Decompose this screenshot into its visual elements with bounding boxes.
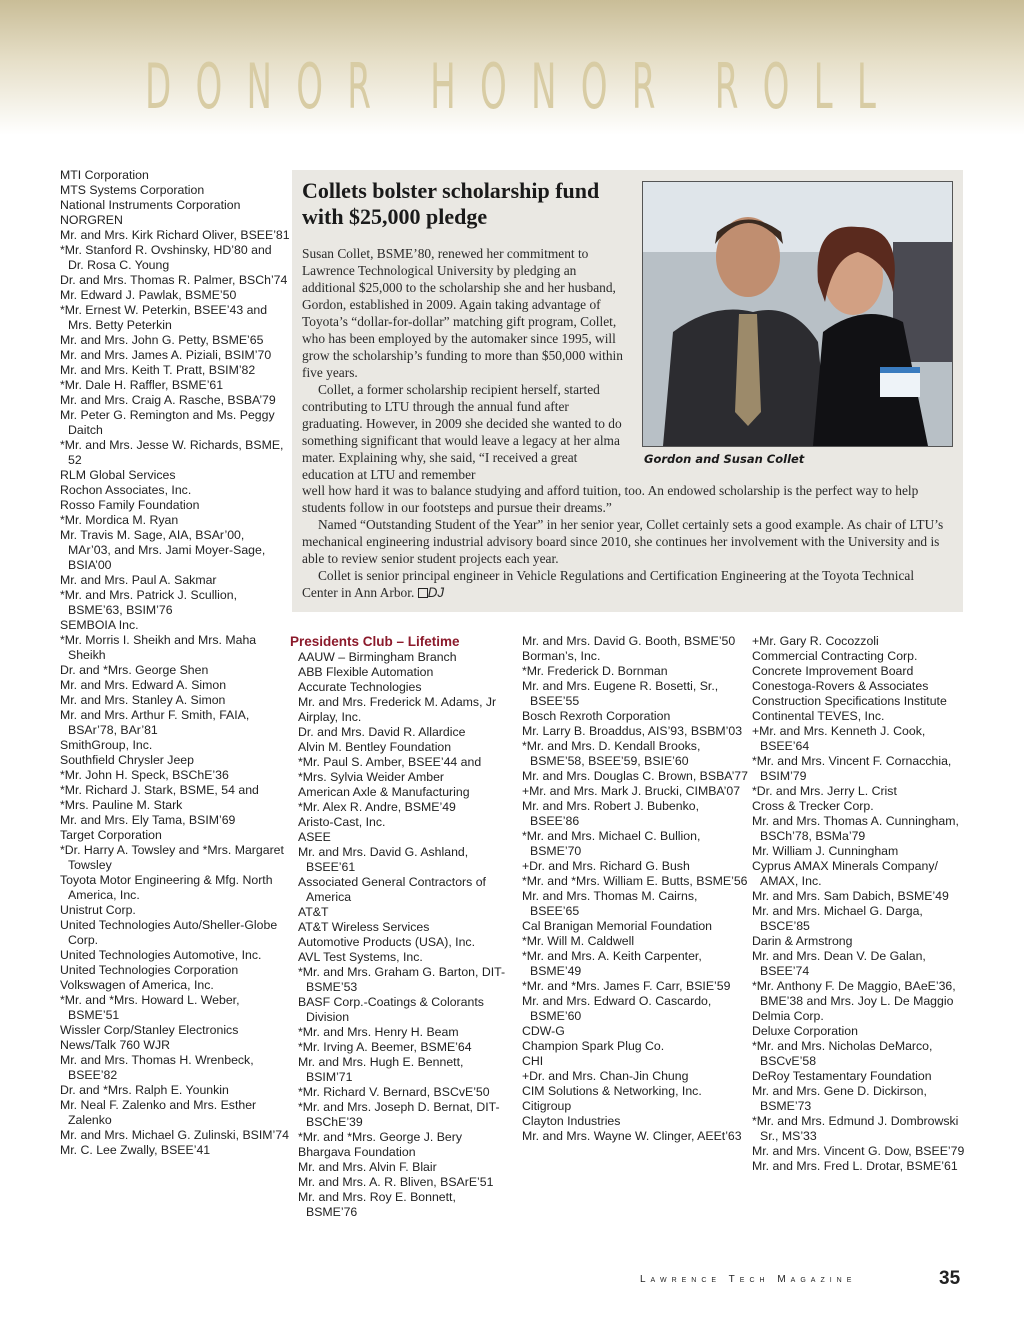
donor-entry: Target Corporation: [60, 828, 162, 842]
donor-entry: *Mr. Paul S. Amber, BSEE’44 and: [298, 755, 482, 769]
donor-entry: MTS Systems Corporation: [60, 183, 205, 197]
donor-entry: AAUW – Birmingham Branch: [298, 650, 457, 664]
donor-entry: Citigroup: [522, 1099, 572, 1113]
donor-entry: Mr. and Mrs. Arthur F. Smith, FAIA, BSAr’78, BAr’81: [60, 708, 250, 737]
donor-entry: *Dr. and Mrs. Jerry L. Crist: [752, 784, 897, 798]
feature-paragraph: Named “Outstanding Student of the Year” in her senior year, Collet certainly sets a good example. As chair of LTU’s mechanical engineering industrial advisory board since 2010, she continues her involvement with the University and is able to review senior student projects each year.: [302, 517, 944, 566]
donor-entry: Mr. and Mrs. Frederick M. Adams, Jr: [298, 695, 497, 709]
page-number: 35: [939, 1268, 961, 1289]
photo-caption: Gordon and Susan Collet: [644, 452, 805, 466]
donor-entry: +Mr. and Mrs. Mark J. Brucki, CIMBA’07: [522, 784, 741, 798]
feature-paragraph: well how hard it was to balance studying and afford tuition, too. An endowed scholarship is the perfect way to help students follow in our footsteps and pursue their dreams.”: [302, 483, 919, 515]
donor-entry: Southfield Chrysler Jeep: [60, 753, 194, 767]
donor-entry: ABB Flexible Automation: [298, 665, 434, 679]
donor-entry: Borman’s, Inc.: [522, 649, 601, 663]
donor-entry: CHI: [522, 1054, 544, 1068]
donor-entry: AT&T Wireless Services: [298, 920, 430, 934]
donor-column-4: [752, 634, 972, 1174]
donor-entry: *Mr. and Mrs. Vincent F. Cornacchia, BSIM’79: [752, 754, 952, 783]
donor-entry: United Technologies Auto/Sheller-Globe Corp.: [60, 918, 278, 947]
feature-body-wide: [302, 482, 953, 601]
donor-entry: Mr. Edward J. Pawlak, BSME’50: [60, 288, 237, 302]
feature-paragraph: Susan Collet, BSME’80, renewed her commitment to Lawrence Technological University by pledging an additional $25,000 to the scholarship she and her husband, Gordon, established in 2009. Again taking advantage of Toyota’s “dollar-for-dollar” matching gift program, Collet, who has been employed by the automaker since 1995, will grow the scholarship’s funding to more than $50,000 within five years.: [302, 246, 623, 380]
donor-entry: Mr. and Mrs. Michael G. Darga, BSCE’85: [752, 904, 923, 933]
donor-entry: Cyprus AMAX Minerals Company/ AMAX, Inc.: [752, 859, 938, 888]
feature-paragraph: Collet, a former scholarship recipient herself, started contributing to LTU through the annual fund after graduating. However, in 2009 she decided she wanted to do something significant that would leave a legacy at her alma mater. Explaining why, she said, “I received a great education at LTU and remember: [302, 382, 622, 482]
donor-entry: +Mr. and Mrs. Kenneth J. Cook, BSEE’64: [752, 724, 926, 753]
donor-entry: Mr. C. Lee Zwally, BSEE’41: [60, 1143, 211, 1157]
donor-entry: *Mr. and Mrs. Joseph D. Bernat, DIT-BSChE’39: [298, 1100, 500, 1129]
donor-entry: *Mr. and Mrs. Edmund J. Dombrowski Sr., MS’33: [752, 1114, 959, 1143]
donor-entry: MTI Corporation: [60, 168, 149, 182]
donor-entry: Mr. and Mrs. Ely Tama, BSIM’69: [60, 813, 236, 827]
donor-entry: Mr. and Mrs. Hugh E. Bennett, BSIM’71: [298, 1055, 464, 1084]
donor-entry: Mr. and Mrs. Wayne W. Clinger, AEEt’63: [522, 1129, 742, 1143]
donor-entry: *Mr. Stanford R. Ovshinsky, HD’80 and Dr. Rosa C. Young: [60, 243, 272, 272]
donor-entry: BASF Corp.-Coatings & Colorants Division: [298, 995, 484, 1024]
donor-entry: Mr. and Mrs. Thomas M. Cairns, BSEE’65: [522, 889, 698, 918]
donor-entry: *Mr. and Mrs. Graham G. Barton, DIT-BSME’53: [298, 965, 506, 994]
feature-paragraph-text: Collet is senior principal engineer in Vehicle Regulations and Certification Engineering at the Toyota Technical Center in Ann Arbor.: [302, 568, 915, 600]
donor-entry: Mr. and Mrs. Stanley A. Simon: [60, 693, 226, 707]
donor-entry: *Mr. and *Mrs. Howard L. Weber, BSME’51: [60, 993, 240, 1022]
donor-entry: *Dr. Harry A. Towsley and *Mrs. Margaret Towsley: [60, 843, 284, 872]
donor-entry: Mr. and Mrs. Kirk Richard Oliver, BSEE’81: [60, 228, 290, 242]
donor-entry: Toyota Motor Engineering & Mfg. North America, Inc.: [60, 873, 273, 902]
donor-entry: *Mr. Anthony F. De Maggio, BAeE’36, BME’38 and Mrs. Joy L. De Maggio: [752, 979, 956, 1008]
donor-entry: Mr. and Mrs. Keith T. Pratt, BSIM’82: [60, 363, 256, 377]
donor-entry: Dr. and *Mrs. Ralph E. Younkin: [60, 1083, 229, 1097]
author-initials: DJ: [427, 585, 445, 600]
donor-entry: +Dr. and Mrs. Chan-Jin Chung: [522, 1069, 689, 1083]
donor-entry: United Technologies Automotive, Inc.: [60, 948, 262, 962]
donor-entry: Mr. and Mrs. Gene D. Dickirson, BSME’73: [752, 1084, 927, 1113]
donor-entry: *Mr. John H. Speck, BSChE’36: [60, 768, 229, 782]
donor-entry: AT&T: [298, 905, 329, 919]
donor-entry: Automotive Products (USA), Inc.: [298, 935, 476, 949]
donor-entry: Mr. Larry B. Broaddus, AIS’93, BSBM’03: [522, 724, 743, 738]
donor-entry: *Mr. Dale H. Raffler, BSME’61: [60, 378, 224, 392]
donor-entry: *Mr. and Mrs. D. Kendall Brooks, BSME’58, BSEE’59, BSIE’60: [522, 739, 701, 768]
donor-entry: Mr. and Mrs. Craig A. Rasche, BSBA’79: [60, 393, 276, 407]
donor-entry: *Mr. Richard V. Bernard, BSCvE’50: [298, 1085, 490, 1099]
donor-entry: +Mr. Gary R. Cocozzoli: [752, 634, 879, 648]
donor-entry: *Mr. and Mrs. Michael C. Bullion, BSME’70: [522, 829, 701, 858]
donor-entry: *Mrs. Pauline M. Stark: [60, 798, 183, 812]
donor-entry: Darin & Armstrong: [752, 934, 853, 948]
donor-entry: Deluxe Corporation: [752, 1024, 858, 1038]
donor-entry: Delmia Corp.: [752, 1009, 824, 1023]
donor-entry: DeRoy Testamentary Foundation: [752, 1069, 932, 1083]
donor-entry: Aristo-Cast, Inc.: [298, 815, 386, 829]
couple-photo-illustration: [643, 182, 952, 446]
feature-headline: Collets bolster scholarship fund with $25,000 pledge: [302, 178, 600, 229]
donor-column-3: [522, 634, 750, 1144]
donor-entry: Mr. and Mrs. Eugene R. Bosetti, Sr., BSEE’55: [522, 679, 719, 708]
donor-entry: Cross & Trecker Corp.: [752, 799, 874, 813]
page-footer: [640, 1270, 970, 1290]
donor-entry: Mr. and Mrs. Sam Dabich, BSME’49: [752, 889, 949, 903]
donor-entry: Champion Spark Plug Co.: [522, 1039, 665, 1053]
donor-entry: Alvin M. Bentley Foundation: [298, 740, 452, 754]
donor-entry: Mr. and Mrs. Thomas A. Cunningham, BSCh’78, BSMa’79: [752, 814, 959, 843]
feature-paragraph: [302, 567, 953, 601]
donor-entry: Mr. and Mrs. Dean V. De Galan, BSEE’74: [752, 949, 926, 978]
donor-entry: Conestoga-Rovers & Associates: [752, 679, 929, 693]
donor-entry: Associated General Contractors of America: [298, 875, 486, 904]
donor-entry: *Mr. Frederick D. Bornman: [522, 664, 668, 678]
donor-entry: National Instruments Corporation: [60, 198, 241, 212]
donor-entry: Mr. and Mrs. Michael G. Zulinski, BSIM’74: [60, 1128, 289, 1142]
donor-entry: Mr. and Mrs. Edward A. Simon: [60, 678, 227, 692]
donor-entry: Mr. and Mrs. Douglas C. Brown, BSBA’77: [522, 769, 748, 783]
donor-entry: Bhargava Foundation: [298, 1145, 416, 1159]
page-title: DONOR HONOR ROLL: [145, 50, 901, 123]
donor-entry: *Mr. Ernest W. Peterkin, BSEE’43 and Mrs. Betty Peterkin: [60, 303, 268, 332]
donor-entry: *Mr. Will M. Caldwell: [522, 934, 635, 948]
donor-entry: Wissler Corp/Stanley Electronics: [60, 1023, 239, 1037]
donor-entry: Mr. and Mrs. Thomas H. Wrenbeck, BSEE’82: [60, 1053, 254, 1082]
donor-entry: Mr. and Mrs. John G. Petty, BSME’65: [60, 333, 264, 347]
end-mark-icon: [418, 588, 428, 598]
donor-entry: *Mr. Richard J. Stark, BSME, 54 and: [60, 783, 259, 797]
donor-entry: *Mr. and *Mrs. James F. Carr, BSIE’59: [522, 979, 731, 993]
donor-entry: Rosso Family Foundation: [60, 498, 200, 512]
donor-entry: *Mr. Morris I. Sheikh and Mrs. Maha Sheikh: [60, 633, 257, 662]
donor-entry: Mr. and Mrs. Vincent G. Dow, BSEE’79: [752, 1144, 965, 1158]
collet-photo: [642, 181, 953, 447]
donor-entry: +Dr. and Mrs. Richard G. Bush: [522, 859, 690, 873]
donor-entry: American Axle & Manufacturing: [298, 785, 470, 799]
donor-entry: Continental TEVES, Inc.: [752, 709, 885, 723]
donor-entry: *Mr. and Mrs. Henry H. Beam: [298, 1025, 459, 1039]
donor-entry: *Mr. and *Mrs. William E. Butts, BSME’56: [522, 874, 748, 888]
donor-entry: NORGREN: [60, 213, 123, 227]
donor-entry: Mr. Neal F. Zalenko and Mrs. Esther Zalenko: [60, 1098, 257, 1127]
donor-column-2: [290, 634, 510, 1220]
donor-entry: Concrete Improvement Board: [752, 664, 914, 678]
donor-entry: *Mr. Irving A. Beemer, BSME’64: [298, 1040, 472, 1054]
donor-entry: Mr. and Mrs. A. R. Bliven, BSArE’51: [298, 1175, 494, 1189]
section-heading: Presidents Club – Lifetime: [290, 634, 460, 649]
donor-entry: ASEE: [298, 830, 331, 844]
donor-entry: Mr. and Mrs. Alvin F. Blair: [298, 1160, 437, 1174]
donor-entry: Clayton Industries: [522, 1114, 621, 1128]
donor-entry: *Mr. and *Mrs. George J. Bery: [298, 1130, 463, 1144]
donor-entry: Mr. and Mrs. Fred L. Drotar, BSME’61: [752, 1159, 958, 1173]
donor-entry: United Technologies Corporation: [60, 963, 239, 977]
donor-entry: Volkswagen of America, Inc.: [60, 978, 214, 992]
donor-entry: AVL Test Systems, Inc.: [298, 950, 423, 964]
donor-entry: *Mr. Mordica M. Ryan: [60, 513, 179, 527]
donor-entry: Mr. Peter G. Remington and Ms. Peggy Daitch: [60, 408, 275, 437]
donor-entry: Mr. Travis M. Sage, AIA, BSAr’00, MAr’03, and Mrs. Jami Moyer-Sage, BSIA’00: [60, 528, 266, 572]
donor-entry: Unistrut Corp.: [60, 903, 136, 917]
donor-entry: Airplay, Inc.: [298, 710, 362, 724]
donor-entry: News/Talk 760 WJR: [60, 1038, 171, 1052]
feature-body-narrow: [302, 245, 630, 483]
donor-entry: Mr. and Mrs. David G. Ashland, BSEE’61: [298, 845, 469, 874]
donor-entry: CDW-G: [522, 1024, 565, 1038]
donor-entry: Mr. and Mrs. Paul A. Sakmar: [60, 573, 217, 587]
donor-entry: Mr. and Mrs. David G. Booth, BSME’50: [522, 634, 736, 648]
donor-entry: Mr. William J. Cunningham: [752, 844, 899, 858]
donor-column-1: [60, 168, 290, 1158]
magazine-name: Lawrence Tech Magazine: [640, 1274, 857, 1285]
donor-entry: Rochon Associates, Inc.: [60, 483, 192, 497]
donor-entry: Commercial Contracting Corp.: [752, 649, 918, 663]
donor-entry: Bosch Rexroth Corporation: [522, 709, 671, 723]
donor-entry: Cal Branigan Memorial Foundation: [522, 919, 713, 933]
donor-entry: SmithGroup, Inc.: [60, 738, 153, 752]
donor-entry: *Mr. and Mrs. A. Keith Carpenter, BSME’49: [522, 949, 702, 978]
donor-entry: CIM Solutions & Networking, Inc.: [522, 1084, 702, 1098]
donor-entry: *Mr. and Mrs. Patrick J. Scullion, BSME’63, BSIM’76: [60, 588, 237, 617]
donor-entry: *Mrs. Sylvia Weider Amber: [298, 770, 445, 784]
donor-entry: Construction Specifications Institute: [752, 694, 947, 708]
feature-box: [292, 170, 963, 612]
donor-entry: Dr. and Mrs. David R. Allardice: [298, 725, 466, 739]
donor-entry: RLM Global Services: [60, 468, 176, 482]
donor-entry: *Mr. and Mrs. Nicholas DeMarco, BSCvE’58: [752, 1039, 933, 1068]
donor-entry: Dr. and Mrs. Thomas R. Palmer, BSCh’74: [60, 273, 288, 287]
donor-entry: *Mr. and Mrs. Jesse W. Richards, BSME, 52: [60, 438, 284, 467]
donor-entry: Dr. and *Mrs. George Shen: [60, 663, 209, 677]
donor-entry: *Mr. Alex R. Andre, BSME’49: [298, 800, 456, 814]
donor-entry: Mr. and Mrs. Robert J. Bubenko, BSEE’86: [522, 799, 700, 828]
donor-entry: Mr. and Mrs. James A. Piziali, BSIM’70: [60, 348, 272, 362]
donor-entry: Mr. and Mrs. Edward O. Cascardo, BSME’60: [522, 994, 712, 1023]
donor-entry: SEMBOIA Inc.: [60, 618, 139, 632]
donor-entry: Mr. and Mrs. Roy E. Bonnett, BSME’76: [298, 1190, 456, 1219]
donor-entry: Accurate Technologies: [298, 680, 422, 694]
